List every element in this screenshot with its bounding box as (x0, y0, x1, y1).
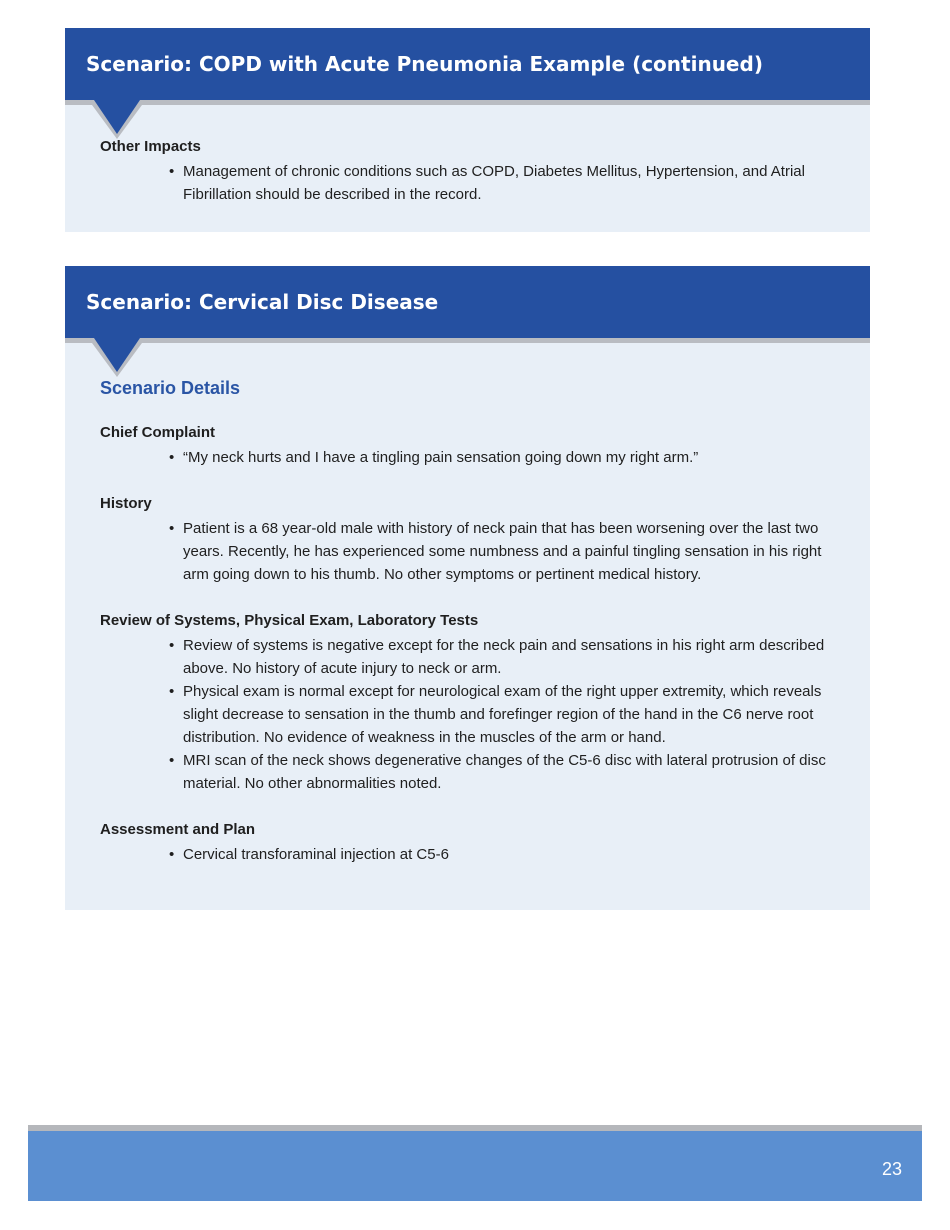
list-item: • Review of systems is negative except for the neck pain and sensations in his right arm described above. No history of acute injury to neck or arm. (169, 634, 835, 680)
list-item: • Physical exam is normal except for neurological exam of the right upper extremity, which reveals slight decrease to sensation in the thumb and forefinger region of the hand in the C6 nerve root distribution. No evidence of weakness in the muscles of the arm or hand. (169, 680, 835, 749)
card-title: Scenario: Cervical Disc Disease (86, 290, 439, 314)
scenario-card-cervical (65, 266, 870, 910)
card-body (65, 105, 870, 206)
section-title-review-of-systems: Review of Systems, Physical Exam, Laboratory Tests (100, 612, 479, 629)
section-title-chief-complaint: Chief Complaint (100, 424, 215, 441)
bullet-list (100, 160, 835, 206)
card-header (65, 28, 870, 105)
list-item: • Management of chronic conditions such as COPD, Diabetes Mellitus, Hypertension, and Atrial Fibrillation should be described in the record. (169, 160, 835, 206)
card-title: Scenario: COPD with Acute Pneumonia Example (continued) (86, 52, 763, 76)
list-item: • Patient is a 68 year-old male with history of neck pain that has been worsening over the last two years. Recently, he has experienced some numbness and a painful tingling sensation in his right arm going down to his thumb. No other symptoms or pertinent medical history. (169, 517, 835, 586)
section-title: Other Impacts (100, 138, 201, 155)
list-item: • MRI scan of the neck shows degenerative changes of the C5-6 disc with lateral protrusion of disc material. No other abnormalities noted. (169, 749, 835, 795)
bullet-list (100, 446, 835, 469)
page-number: 23 (881, 1159, 902, 1179)
bullet-list (100, 843, 835, 866)
card-body (65, 343, 870, 866)
bullet-list (100, 517, 835, 586)
list-item: • “My neck hurts and I have a tingling pain sensation going down my right arm.” (169, 446, 835, 469)
bullet-list (100, 634, 835, 795)
list-item: • Cervical transforaminal injection at C5-6 (169, 843, 835, 866)
scenario-details-heading: Scenario Details (100, 378, 241, 398)
section-title-history: History (100, 495, 152, 512)
section-title-assessment-plan: Assessment and Plan (100, 821, 256, 838)
card-header (65, 266, 870, 343)
scenario-card-copd (65, 28, 870, 232)
page-footer (28, 1125, 922, 1201)
